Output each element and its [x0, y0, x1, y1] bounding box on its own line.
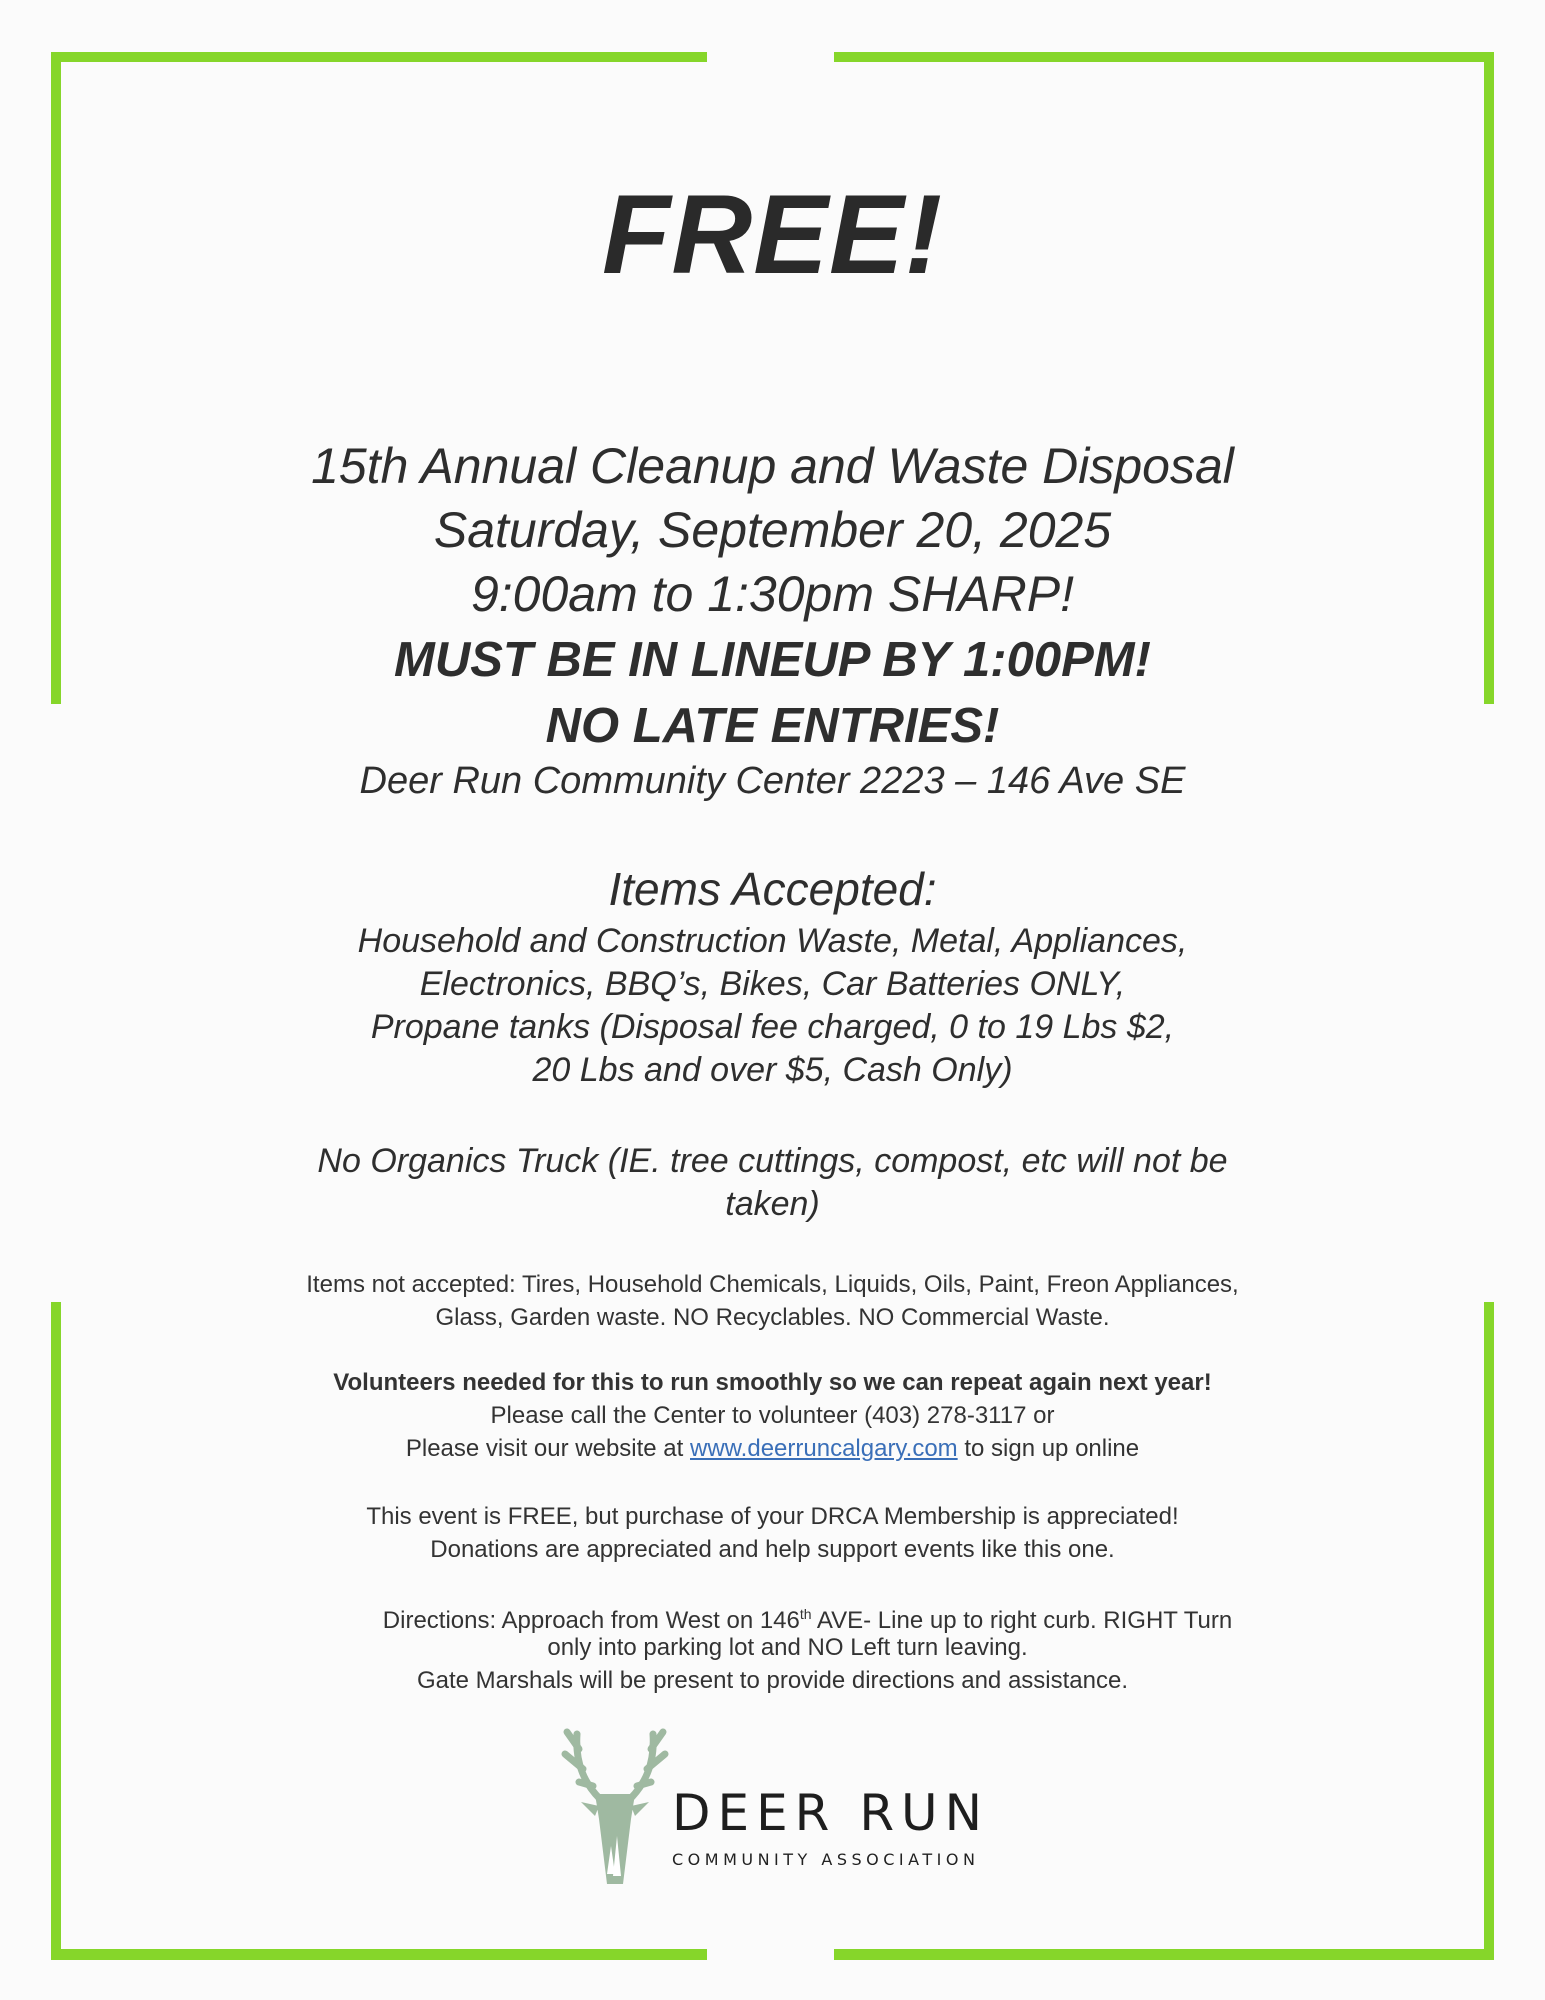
volunteer-phone: Please call the Center to volunteer (403) 278-3117 or — [490, 1402, 1055, 1429]
items-accepted-line: Propane tanks (Disposal fee charged, 0 to 19 Lbs $2, — [370, 1008, 1175, 1046]
directions-line-2: only into parking lot and NO Left turn leaving. — [547, 1634, 1028, 1661]
directions-line-3: Gate Marshals will be present to provide directions and assistance. — [416, 1667, 1129, 1694]
donations-note: Donations are appreciated and help support events like this one. — [430, 1536, 1115, 1563]
frame-bottom-right — [834, 1949, 1494, 1960]
website-prefix: Please visit our website at — [405, 1435, 684, 1462]
directions-prefix: Directions: Approach from West on 146 — [382, 1607, 800, 1634]
lineup-warning: MUST BE IN LINEUP BY 1:00PM! — [394, 633, 1151, 687]
deer-logo-icon — [555, 1724, 675, 1894]
event-time: 9:00am to 1:30pm SHARP! — [470, 566, 1075, 622]
membership-note: This event is FREE, but purchase of your DRCA Membership is appreciated! — [366, 1503, 1179, 1530]
directions-suffix: AVE- Line up to right curb. RIGHT Turn — [811, 1607, 1233, 1634]
organics-note-cont: taken) — [725, 1185, 820, 1223]
event-title: 15th Annual Cleanup and Waste Disposal — [311, 438, 1234, 494]
items-accepted-line: Electronics, BBQ’s, Bikes, Car Batteries ONLY, — [419, 965, 1126, 1003]
website-suffix: to sign up online — [964, 1435, 1140, 1462]
late-entries-warning: NO LATE ENTRIES! — [545, 699, 1000, 753]
not-accepted-line: Items not accepted: Tires, Household Chemicals, Liquids, Oils, Paint, Freon Appliances, — [306, 1271, 1239, 1298]
frame-bottom-left — [51, 1949, 707, 1960]
website-link[interactable]: www.deerruncalgary.com — [690, 1435, 958, 1462]
directions-sup: th — [799, 1606, 812, 1622]
volunteer-website-line — [0, 1432, 1545, 1465]
logo-text — [672, 1784, 989, 1869]
logo-subtitle: COMMUNITY ASSOCIATION — [672, 1850, 980, 1869]
organics-note: No Organics Truck (IE. tree cuttings, compost, etc will not be — [317, 1142, 1228, 1180]
not-accepted-line: Glass, Garden waste. NO Recyclables. NO Commercial Waste. — [435, 1304, 1110, 1331]
frame-top-right — [834, 52, 1494, 62]
items-accepted-line: 20 Lbs and over $5, Cash Only) — [532, 1051, 1013, 1089]
items-accepted-heading: Items Accepted: — [608, 863, 937, 915]
items-accepted-line: Household and Construction Waste, Metal, Appliances, — [357, 922, 1188, 960]
event-date: Saturday, September 20, 2025 — [433, 502, 1112, 558]
event-address: Deer Run Community Center 2223 – 146 Ave SE — [359, 760, 1186, 802]
logo-name: DEER RUN — [672, 1784, 990, 1842]
volunteers-heading: Volunteers needed for this to run smoothly so we can repeat again next year! — [333, 1369, 1212, 1396]
headline: FREE! — [602, 172, 943, 297]
frame-top-left — [51, 52, 707, 62]
